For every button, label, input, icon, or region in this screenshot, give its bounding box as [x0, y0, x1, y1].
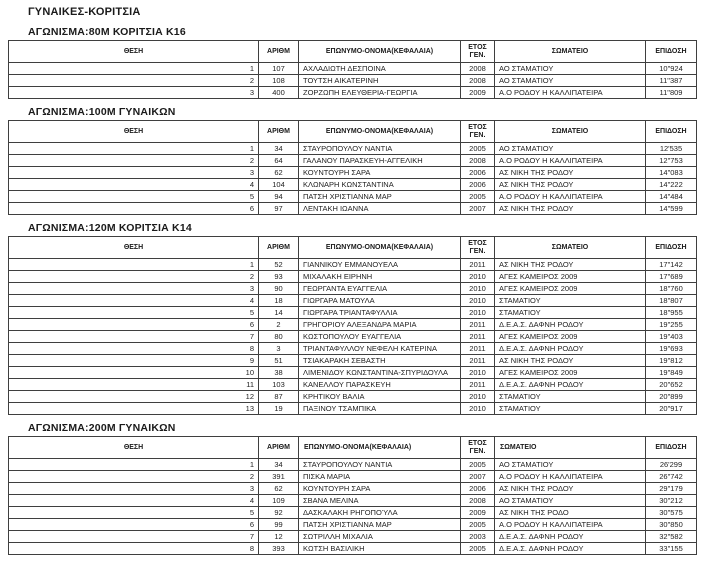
- results-table-header: [9, 41, 697, 63]
- position-cell: 5: [9, 507, 259, 519]
- athlete-name-cell: ΓΙΩΡΓΑΡΑ ΤΡΙΑΝΤΑΦΥΛΛΙΑ: [299, 307, 461, 319]
- col-header-club: ΣΩΜΑΤΕΙΟ: [495, 237, 646, 259]
- position-cell: 4: [9, 295, 259, 307]
- position-cell: 4: [9, 495, 259, 507]
- birth-year-cell: 2007: [461, 471, 495, 483]
- results-table-body: [9, 143, 697, 215]
- result-row: [9, 307, 697, 319]
- athlete-name-cell: ΛΙΜΕΝΙΔΟΥ ΚΩΝΣΤΑΝΤΙΝΑ-ΣΠΥΡΙΔΟΥΛΑ: [299, 367, 461, 379]
- bib-number-cell: 391: [259, 471, 299, 483]
- performance-cell: 30"575: [646, 507, 697, 519]
- event-section-2: [0, 223, 720, 415]
- athlete-name-cell: ΚΟΥΝΤΟΥΡΗ ΣΑΡΑ: [299, 167, 461, 179]
- position-cell: 2: [9, 271, 259, 283]
- position-cell: 2: [9, 155, 259, 167]
- col-header-birth-year: ΕΤΟΣ ΓΕΝ.: [461, 237, 495, 259]
- event-section-3: [0, 423, 720, 555]
- athlete-name-cell: ΖΟΡΖΩΠΗ ΕΛΕΥΘΕΡΙΑ-ΓΕΩΡΓΙΑ: [299, 87, 461, 99]
- results-table-header: [9, 437, 697, 459]
- result-row: [9, 167, 697, 179]
- club-cell: Δ.Ε.Α.Σ. ΔΑΦΝΗ ΡΟΔΟΥ: [495, 379, 646, 391]
- result-row: [9, 191, 697, 203]
- bib-number-cell: 109: [259, 495, 299, 507]
- position-cell: 7: [9, 531, 259, 543]
- performance-cell: 32"582: [646, 531, 697, 543]
- result-row: [9, 403, 697, 415]
- birth-year-cell: 2005: [461, 191, 495, 203]
- results-document-page: [0, 6, 720, 563]
- position-cell: 2: [9, 75, 259, 87]
- performance-cell: 26"742: [646, 471, 697, 483]
- performance-cell: 18"760: [646, 283, 697, 295]
- performance-cell: 29"179: [646, 483, 697, 495]
- club-cell: Δ.Ε.Α.Σ. ΔΑΦΝΗ ΡΟΔΟΥ: [495, 543, 646, 555]
- col-header-bib-number: ΑΡΙΘΜ: [259, 41, 299, 63]
- performance-cell: 18"955: [646, 307, 697, 319]
- bib-number-cell: 87: [259, 391, 299, 403]
- position-cell: 5: [9, 191, 259, 203]
- result-row: [9, 295, 697, 307]
- event-heading: ΑΓΩΝΙΣΜΑ:100Μ ΓΥΝΑΙΚΩΝ: [28, 106, 176, 118]
- bib-number-cell: 400: [259, 87, 299, 99]
- birth-year-cell: 2007: [461, 203, 495, 215]
- performance-cell: 19"693: [646, 343, 697, 355]
- result-row: [9, 495, 697, 507]
- performance-cell: 19"849: [646, 367, 697, 379]
- birth-year-cell: 2008: [461, 495, 495, 507]
- athlete-name-cell: ΚΟΥΝΤΟΥΡΗ ΣΑΡΑ: [299, 483, 461, 495]
- position-cell: 5: [9, 307, 259, 319]
- athlete-name-cell: ΣΒΑΝΑ ΜΕΛΙΝΑ: [299, 495, 461, 507]
- birth-year-cell: 2011: [461, 343, 495, 355]
- club-cell: ΑΓΕΣ ΚΑΜΕΙΡΟΣ 2009: [495, 367, 646, 379]
- bib-number-cell: 38: [259, 367, 299, 379]
- club-cell: ΑΓΕΣ ΚΑΜΕΙΡΟΣ 2009: [495, 331, 646, 343]
- club-cell: ΑΟ ΣΤΑΜΑΤΙΟΥ: [495, 495, 646, 507]
- performance-cell: 30"212: [646, 495, 697, 507]
- club-cell: ΑΟ ΣΤΑΜΑΤΙΟΥ: [495, 63, 646, 75]
- event-heading: ΑΓΩΝΙΣΜΑ:120Μ ΚΟΡΙΤΣΙΑ Κ14: [28, 222, 192, 234]
- bib-number-cell: 103: [259, 379, 299, 391]
- performance-cell: 19"403: [646, 331, 697, 343]
- performance-cell: 17"142: [646, 259, 697, 271]
- position-cell: 1: [9, 459, 259, 471]
- position-cell: 2: [9, 471, 259, 483]
- header-row: [9, 121, 697, 143]
- bib-number-cell: 3: [259, 343, 299, 355]
- athlete-name-cell: ΓΙΑΝΝΙΚΟΥ ΕΜΜΑΝΟΥΕΛΑ: [299, 259, 461, 271]
- result-row: [9, 203, 697, 215]
- athlete-name-cell: ΓΑΛΑΝΟΥ ΠΑΡΑΣΚΕΥΗ-ΑΓΓΕΛΙΚΗ: [299, 155, 461, 167]
- result-row: [9, 519, 697, 531]
- athlete-name-cell: ΛΕΝΤΑΚΗ ΙΩΑΝΝΑ: [299, 203, 461, 215]
- position-cell: 1: [9, 63, 259, 75]
- result-row: [9, 543, 697, 555]
- athlete-name-cell: ΠΙΣΚΑ ΜΑΡΙΑ: [299, 471, 461, 483]
- birth-year-cell: 2009: [461, 87, 495, 99]
- position-cell: 6: [9, 319, 259, 331]
- results-table: [8, 436, 697, 555]
- bib-number-cell: 64: [259, 155, 299, 167]
- result-row: [9, 143, 697, 155]
- athlete-name-cell: ΤΡΙΑΝΤΑΦΥΛΛΟΥ ΝΕΦΕΛΗ ΚΑΤΕΡΙΝΑ: [299, 343, 461, 355]
- club-cell: Α.Ο ΡΟΔΟΥ Η ΚΑΛΛΙΠΑΤΕΙΡΑ: [495, 471, 646, 483]
- performance-cell: 12"753: [646, 155, 697, 167]
- result-row: [9, 319, 697, 331]
- result-row: [9, 259, 697, 271]
- athlete-name-cell: ΚΩΤΣΗ ΒΑΣΙΛΙΚΗ: [299, 543, 461, 555]
- bib-number-cell: 107: [259, 63, 299, 75]
- bib-number-cell: 92: [259, 507, 299, 519]
- position-cell: 3: [9, 283, 259, 295]
- col-header-birth-year: ΕΤΟΣ ΓΕΝ.: [461, 121, 495, 143]
- results-table-header: [9, 121, 697, 143]
- col-header-club: ΣΩΜΑΤΕΙΟ: [495, 437, 646, 459]
- col-header-position: ΘΕΣΗ: [9, 437, 259, 459]
- athlete-name-cell: ΠΑΤΣΗ ΧΡΙΣΤΙΑΝΝΑ ΜΑΡ: [299, 191, 461, 203]
- header-row: [9, 237, 697, 259]
- result-row: [9, 471, 697, 483]
- result-row: [9, 63, 697, 75]
- position-cell: 10: [9, 367, 259, 379]
- club-cell: ΑΣ ΝΙΚΗ ΤΗΣ ΡΟΔΟΥ: [495, 355, 646, 367]
- birth-year-cell: 2009: [461, 507, 495, 519]
- result-row: [9, 75, 697, 87]
- birth-year-cell: 2010: [461, 367, 495, 379]
- result-row: [9, 355, 697, 367]
- club-cell: Α.Ο ΡΟΔΟΥ Η ΚΑΛΛΙΠΑΤΕΙΡΑ: [495, 519, 646, 531]
- athlete-name-cell: ΤΟΥΤΣΗ ΑΙΚΑΤΕΡΙΝΗ: [299, 75, 461, 87]
- birth-year-cell: 2006: [461, 167, 495, 179]
- position-cell: 3: [9, 87, 259, 99]
- club-cell: ΑΓΕΣ ΚΑΜΕΙΡΟΣ 2009: [495, 283, 646, 295]
- event-section-1: [0, 107, 720, 215]
- col-header-position: ΘΕΣΗ: [9, 237, 259, 259]
- club-cell: Α.Ο ΡΟΔΟΥ Η ΚΑΛΛΙΠΑΤΕΙΡΑ: [495, 155, 646, 167]
- position-cell: 4: [9, 179, 259, 191]
- bib-number-cell: 90: [259, 283, 299, 295]
- col-header-position: ΘΕΣΗ: [9, 41, 259, 63]
- birth-year-cell: 2010: [461, 307, 495, 319]
- athlete-name-cell: ΤΣΙΑΚΑΡΑΚΗ ΣΕΒΑΣΤΗ: [299, 355, 461, 367]
- position-cell: 12: [9, 391, 259, 403]
- result-row: [9, 531, 697, 543]
- position-cell: 1: [9, 143, 259, 155]
- col-header-athlete-name: ΕΠΩΝΥΜΟ-ΟΝΟΜΑ(ΚΕΦΑΛΑΙΑ): [299, 237, 461, 259]
- birth-year-cell: 2005: [461, 519, 495, 531]
- col-header-athlete-name: ΕΠΩΝΥΜΟ-ΟΝΟΜΑ(ΚΕΦΑΛΑΙΑ): [299, 437, 461, 459]
- position-cell: 1: [9, 259, 259, 271]
- birth-year-cell: 2010: [461, 391, 495, 403]
- club-cell: ΑΟ ΣΤΑΜΑΤΙΟΥ: [495, 75, 646, 87]
- athlete-name-cell: ΚΩΣΤΟΠΟΥΛΟΥ ΕΥΑΓΓΕΛΙΑ: [299, 331, 461, 343]
- results-table-body: [9, 259, 697, 415]
- club-cell: Α.Ο ΡΟΔΟΥ Η ΚΑΛΛΙΠΑΤΕΙΡΑ: [495, 87, 646, 99]
- performance-cell: 30"850: [646, 519, 697, 531]
- bib-number-cell: 34: [259, 459, 299, 471]
- birth-year-cell: 2011: [461, 259, 495, 271]
- club-cell: Δ.Ε.Α.Σ. ΔΑΦΝΗ ΡΟΔΟΥ: [495, 343, 646, 355]
- birth-year-cell: 2003: [461, 531, 495, 543]
- result-row: [9, 483, 697, 495]
- athlete-name-cell: ΓΙΩΡΓΑΡΑ ΜΑΤΟΥΛΑ: [299, 295, 461, 307]
- bib-number-cell: 108: [259, 75, 299, 87]
- athlete-name-cell: ΑΧΛΑΔΙΩΤΗ ΔΕΣΠΟΙΝΑ: [299, 63, 461, 75]
- birth-year-cell: 2010: [461, 295, 495, 307]
- athlete-name-cell: ΚΛΩΝΑΡΗ ΚΩΝΣΤΑΝΤΙΝΑ: [299, 179, 461, 191]
- performance-cell: 14"599: [646, 203, 697, 215]
- results-table: [8, 120, 697, 215]
- birth-year-cell: 2006: [461, 483, 495, 495]
- result-row: [9, 155, 697, 167]
- birth-year-cell: 2011: [461, 319, 495, 331]
- bib-number-cell: 34: [259, 143, 299, 155]
- position-cell: 8: [9, 543, 259, 555]
- result-row: [9, 391, 697, 403]
- birth-year-cell: 2010: [461, 283, 495, 295]
- bib-number-cell: 97: [259, 203, 299, 215]
- performance-cell: 20"917: [646, 403, 697, 415]
- bib-number-cell: 52: [259, 259, 299, 271]
- club-cell: Δ.Ε.Α.Σ. ΔΑΦΝΗ ΡΟΔΟΥ: [495, 319, 646, 331]
- performance-cell: 12'535: [646, 143, 697, 155]
- club-cell: ΑΟ ΣΤΑΜΑΤΙΟΥ: [495, 143, 646, 155]
- performance-cell: 11"387: [646, 75, 697, 87]
- birth-year-cell: 2011: [461, 355, 495, 367]
- col-header-performance: ΕΠΙΔΟΣΗ: [646, 437, 697, 459]
- birth-year-cell: 2005: [461, 459, 495, 471]
- result-row: [9, 179, 697, 191]
- result-row: [9, 379, 697, 391]
- athlete-name-cell: ΔΑΣΚΑΛΑΚΗ ΡΗΓΟΠΟΎΛΑ: [299, 507, 461, 519]
- birth-year-cell: 2008: [461, 75, 495, 87]
- bib-number-cell: 12: [259, 531, 299, 543]
- col-header-athlete-name: ΕΠΩΝΥΜΟ-ΟΝΟΜΑ(ΚΕΦΑΛΑΙΑ): [299, 121, 461, 143]
- result-row: [9, 343, 697, 355]
- result-row: [9, 507, 697, 519]
- birth-year-cell: 2006: [461, 179, 495, 191]
- bib-number-cell: 2: [259, 319, 299, 331]
- athlete-name-cell: ΚΑΝΕΛΛΟΥ ΠΑΡΑΣΚΕΥΗ: [299, 379, 461, 391]
- birth-year-cell: 2005: [461, 543, 495, 555]
- results-table: [8, 236, 697, 415]
- col-header-performance: ΕΠΙΔΟΣΗ: [646, 41, 697, 63]
- performance-cell: 14"083: [646, 167, 697, 179]
- col-header-club: ΣΩΜΑΤΕΙΟ: [495, 121, 646, 143]
- performance-cell: 17"689: [646, 271, 697, 283]
- performance-cell: 20"652: [646, 379, 697, 391]
- header-row: [9, 437, 697, 459]
- club-cell: ΑΣ ΝΙΚΗ ΤΗΣ ΡΟΔΟΥ: [495, 203, 646, 215]
- position-cell: 9: [9, 355, 259, 367]
- col-header-position: ΘΕΣΗ: [9, 121, 259, 143]
- performance-cell: 11"809: [646, 87, 697, 99]
- position-cell: 11: [9, 379, 259, 391]
- position-cell: 8: [9, 343, 259, 355]
- birth-year-cell: 2011: [461, 331, 495, 343]
- col-header-performance: ΕΠΙΔΟΣΗ: [646, 237, 697, 259]
- performance-cell: 14"222: [646, 179, 697, 191]
- event-heading: ΑΓΩΝΙΣΜΑ:80Μ ΚΟΡΙΤΣΙΑ Κ16: [28, 26, 186, 38]
- club-cell: Α.Ο ΡΟΔΟΥ Η ΚΑΛΛΙΠΑΤΕΙΡΑ: [495, 191, 646, 203]
- athlete-name-cell: ΚΡΗΤΙΚΟΥ ΒΑΛΙΑ: [299, 391, 461, 403]
- birth-year-cell: 2008: [461, 155, 495, 167]
- col-header-birth-year: ΕΤΟΣ ΓΕΝ.: [461, 437, 495, 459]
- col-header-athlete-name: ΕΠΩΝΥΜΟ-ΟΝΟΜΑ(ΚΕΦΑΛΑΙΑ): [299, 41, 461, 63]
- col-header-bib-number: ΑΡΙΘΜ: [259, 437, 299, 459]
- position-cell: 13: [9, 403, 259, 415]
- result-row: [9, 271, 697, 283]
- club-cell: ΣΤΑΜΑΤΙΟΥ: [495, 307, 646, 319]
- bib-number-cell: 51: [259, 355, 299, 367]
- athlete-name-cell: ΣΤΑΥΡΟΠΟΥΛΟΥ ΝΑΝΤΙΑ: [299, 143, 461, 155]
- birth-year-cell: 2010: [461, 403, 495, 415]
- performance-cell: 26'299: [646, 459, 697, 471]
- club-cell: ΑΣ ΝΙΚΗ ΤΗΣ ΡΟΔΟΥ: [495, 167, 646, 179]
- club-cell: Δ.Ε.Α.Σ. ΔΑΦΝΗ ΡΟΔΟΥ: [495, 531, 646, 543]
- result-row: [9, 331, 697, 343]
- header-row: [9, 41, 697, 63]
- club-cell: ΑΣ ΝΙΚΗ ΤΗΣ ΡΟΔΟΥ: [495, 483, 646, 495]
- bib-number-cell: 93: [259, 271, 299, 283]
- bib-number-cell: 18: [259, 295, 299, 307]
- event-heading: ΑΓΩΝΙΣΜΑ:200Μ ΓΥΝΑΙΚΩΝ: [28, 422, 176, 434]
- athlete-name-cell: ΣΩΤΡΙΛΛΗ ΜΙΧΑΛΙΑ: [299, 531, 461, 543]
- results-table-body: [9, 459, 697, 555]
- bib-number-cell: 94: [259, 191, 299, 203]
- birth-year-cell: 2008: [461, 63, 495, 75]
- performance-cell: 14"484: [646, 191, 697, 203]
- col-header-club: ΣΩΜΑΤΕΙΟ: [495, 41, 646, 63]
- performance-cell: 33"155: [646, 543, 697, 555]
- performance-cell: 19"812: [646, 355, 697, 367]
- club-cell: ΑΣ ΝΙΚΗ ΤΗΣ ΡΟΔΟΥ: [495, 179, 646, 191]
- birth-year-cell: 2010: [461, 271, 495, 283]
- position-cell: 3: [9, 167, 259, 179]
- results-table-body: [9, 63, 697, 99]
- athlete-name-cell: ΣΤΑΥΡΟΠΟΥΛΟΥ ΝΑΝΤΙΑ: [299, 459, 461, 471]
- col-header-performance: ΕΠΙΔΟΣΗ: [646, 121, 697, 143]
- athlete-name-cell: ΠΑΞΙΝΟΥ ΤΣΑΜΠΙΚΑ: [299, 403, 461, 415]
- performance-cell: 10"924: [646, 63, 697, 75]
- bib-number-cell: 14: [259, 307, 299, 319]
- athlete-name-cell: ΜΙΧΑΛΑΚΗ ΕΙΡΗΝΗ: [299, 271, 461, 283]
- page-title: ΓΥΝΑΙΚΕΣ-ΚΟΡΙΤΣΙΑ: [28, 6, 141, 18]
- position-cell: 7: [9, 331, 259, 343]
- birth-year-cell: 2005: [461, 143, 495, 155]
- bib-number-cell: 62: [259, 483, 299, 495]
- position-cell: 6: [9, 203, 259, 215]
- club-cell: ΑΣ ΝΙΚΗ ΤΗΣ ΡΟΔΟΥ: [495, 259, 646, 271]
- result-row: [9, 283, 697, 295]
- col-header-bib-number: ΑΡΙΘΜ: [259, 121, 299, 143]
- performance-cell: 20"899: [646, 391, 697, 403]
- athlete-name-cell: ΠΑΤΣΗ ΧΡΙΣΤΙΑΝΝΑ ΜΑΡ: [299, 519, 461, 531]
- performance-cell: 19"255: [646, 319, 697, 331]
- results-table-header: [9, 237, 697, 259]
- bib-number-cell: 80: [259, 331, 299, 343]
- col-header-birth-year: ΕΤΟΣ ΓΕΝ.: [461, 41, 495, 63]
- performance-cell: 18"807: [646, 295, 697, 307]
- event-section-0: [0, 27, 720, 99]
- bib-number-cell: 104: [259, 179, 299, 191]
- club-cell: ΑΓΕΣ ΚΑΜΕΙΡΟΣ 2009: [495, 271, 646, 283]
- athlete-name-cell: ΓΡΗΓΟΡΙΟΥ ΑΛΕΞΑΝΔΡΑ ΜΑΡΙΑ: [299, 319, 461, 331]
- results-sections: [0, 27, 720, 555]
- position-cell: 6: [9, 519, 259, 531]
- position-cell: 3: [9, 483, 259, 495]
- club-cell: ΑΣ ΝΙΚΗ ΤΗΣ ΡΟΔΟ: [495, 507, 646, 519]
- bib-number-cell: 99: [259, 519, 299, 531]
- bib-number-cell: 62: [259, 167, 299, 179]
- results-table: [8, 40, 697, 99]
- club-cell: ΑΟ ΣΤΑΜΑΤΙΟΥ: [495, 459, 646, 471]
- athlete-name-cell: ΓΕΩΡΓΑΝΤΑ ΕΥΑΓΓΕΛΙΑ: [299, 283, 461, 295]
- result-row: [9, 367, 697, 379]
- club-cell: ΣΤΑΜΑΤΙΟΥ: [495, 403, 646, 415]
- bib-number-cell: 19: [259, 403, 299, 415]
- result-row: [9, 87, 697, 99]
- club-cell: ΣΤΑΜΑΤΙΟΥ: [495, 391, 646, 403]
- bib-number-cell: 393: [259, 543, 299, 555]
- birth-year-cell: 2011: [461, 379, 495, 391]
- col-header-bib-number: ΑΡΙΘΜ: [259, 237, 299, 259]
- club-cell: ΣΤΑΜΑΤΙΟΥ: [495, 295, 646, 307]
- result-row: [9, 459, 697, 471]
